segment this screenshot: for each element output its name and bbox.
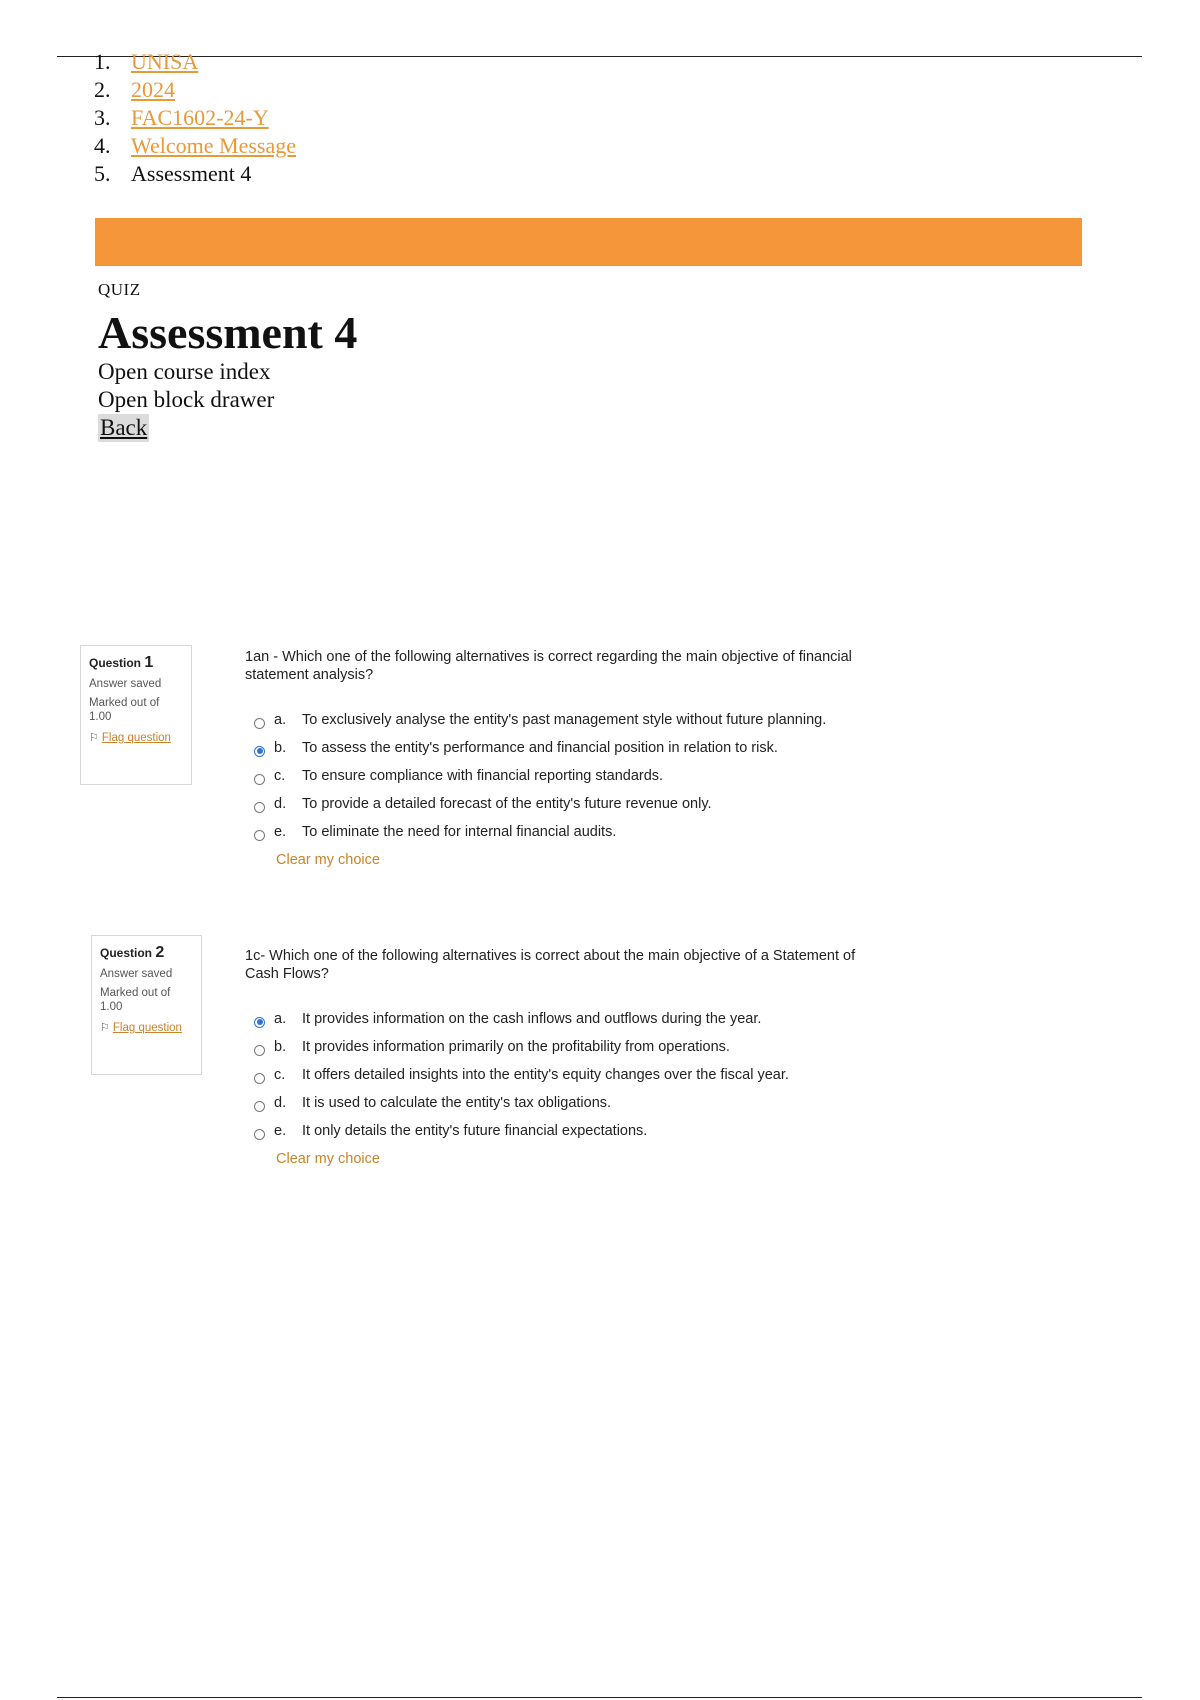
question-number: 1 bbox=[144, 654, 154, 671]
question-label: Question bbox=[100, 946, 153, 960]
radio-button-selected[interactable] bbox=[254, 746, 265, 757]
breadcrumb-link-year[interactable]: 2024 bbox=[131, 77, 175, 102]
radio-button[interactable] bbox=[254, 830, 265, 841]
question-content bbox=[245, 947, 885, 1167]
radio-button[interactable] bbox=[254, 1129, 265, 1140]
radio-button[interactable] bbox=[254, 718, 265, 729]
breadcrumb bbox=[94, 48, 296, 188]
answer-text: It offers detailed insights into the entity's equity changes over the fiscal year. bbox=[302, 1067, 789, 1083]
question-content bbox=[245, 648, 885, 868]
question-heading bbox=[89, 654, 183, 672]
answer-text: It provides information on the cash inflows and outflows during the year. bbox=[302, 1011, 762, 1027]
flag-question-button[interactable] bbox=[100, 1022, 193, 1035]
answer-option-d[interactable] bbox=[245, 1089, 885, 1117]
answer-option-d[interactable] bbox=[245, 790, 885, 818]
answer-text: It provides information primarily on the profitability from operations. bbox=[302, 1039, 730, 1055]
breadcrumb-current: Assessment 4 bbox=[131, 161, 252, 186]
breadcrumb-number: 5. bbox=[94, 161, 111, 186]
flag-question-label: Flag question bbox=[101, 732, 171, 744]
answer-letter: b. bbox=[274, 740, 287, 756]
breadcrumb-link-welcome[interactable]: Welcome Message bbox=[131, 133, 296, 158]
answer-options bbox=[245, 1005, 885, 1145]
answer-letter: c. bbox=[274, 1067, 286, 1083]
flag-icon: ⚐ bbox=[89, 732, 99, 744]
open-course-index-button[interactable]: Open course index bbox=[98, 359, 271, 384]
breadcrumb-item bbox=[94, 48, 296, 76]
breadcrumb-item bbox=[94, 160, 296, 188]
breadcrumb-item bbox=[94, 132, 296, 160]
question-grade: Marked out of 1.00 bbox=[89, 697, 160, 723]
radio-button[interactable] bbox=[254, 1101, 265, 1112]
radio-button[interactable] bbox=[254, 1073, 265, 1084]
breadcrumb-number: 3. bbox=[94, 105, 111, 130]
answer-letter: b. bbox=[274, 1039, 287, 1055]
answer-letter: a. bbox=[274, 712, 287, 728]
drawer-controls bbox=[98, 358, 274, 442]
answer-text: To ensure compliance with financial reporting standards. bbox=[302, 768, 664, 784]
answer-text: It only details the entity's future financial expectations. bbox=[302, 1123, 648, 1139]
answer-option-b[interactable] bbox=[245, 734, 885, 762]
answer-letter: d. bbox=[274, 1095, 287, 1111]
header-banner bbox=[95, 218, 1082, 266]
bottom-divider bbox=[57, 1697, 1142, 1698]
question-label: Question bbox=[89, 656, 142, 670]
activity-type-label: QUIZ bbox=[98, 280, 141, 299]
answer-option-c[interactable] bbox=[245, 1061, 885, 1089]
answer-text: To eliminate the need for internal financial audits. bbox=[302, 824, 617, 840]
question-info-panel bbox=[91, 935, 202, 1075]
answer-letter: e. bbox=[274, 1123, 287, 1139]
radio-button[interactable] bbox=[254, 1045, 265, 1056]
answer-letter: d. bbox=[274, 796, 287, 812]
flag-icon: ⚐ bbox=[100, 1022, 110, 1034]
question-text: 1c- Which one of the following alternatives is correct about the main objective of a Statement of Cash Flows? bbox=[245, 948, 856, 982]
answer-option-c[interactable] bbox=[245, 762, 885, 790]
breadcrumb-number: 2. bbox=[94, 77, 111, 102]
question-state: Answer saved bbox=[100, 968, 173, 980]
question-heading bbox=[100, 944, 193, 962]
radio-button-selected[interactable] bbox=[254, 1017, 265, 1028]
answer-letter: c. bbox=[274, 768, 286, 784]
breadcrumb-item bbox=[94, 76, 296, 104]
answer-option-e[interactable] bbox=[245, 1117, 885, 1145]
answer-option-e[interactable] bbox=[245, 818, 885, 846]
breadcrumb-number: 1. bbox=[94, 49, 111, 74]
answer-option-a[interactable] bbox=[245, 1005, 885, 1033]
answer-letter: a. bbox=[274, 1011, 287, 1027]
answer-text: To provide a detailed forecast of the entity's future revenue only. bbox=[302, 796, 712, 812]
clear-choice-link[interactable]: Clear my choice bbox=[276, 1151, 380, 1167]
answer-option-a[interactable] bbox=[245, 706, 885, 734]
breadcrumb-number: 4. bbox=[94, 133, 111, 158]
breadcrumb-link-unisa[interactable]: UNISA bbox=[131, 49, 199, 74]
question-text: 1an - Which one of the following alternatives is correct regarding the main objective of financial statement analysis? bbox=[245, 649, 852, 683]
flag-question-label: Flag question bbox=[112, 1022, 182, 1034]
question-info-panel bbox=[80, 645, 192, 785]
radio-button[interactable] bbox=[254, 774, 265, 785]
answer-option-b[interactable] bbox=[245, 1033, 885, 1061]
breadcrumb-link-course[interactable]: FAC1602-24-Y bbox=[131, 105, 269, 130]
open-block-drawer-button[interactable]: Open block drawer bbox=[98, 387, 275, 412]
back-button[interactable]: Back bbox=[100, 415, 148, 440]
question-number: 2 bbox=[155, 944, 165, 961]
radio-button[interactable] bbox=[254, 802, 265, 813]
answer-text: To assess the entity's performance and financial position in relation to risk. bbox=[302, 740, 778, 756]
answer-text: It is used to calculate the entity's tax obligations. bbox=[302, 1095, 612, 1111]
question-grade: Marked out of 1.00 bbox=[100, 987, 171, 1013]
answer-text: To exclusively analyse the entity's past management style without future planning. bbox=[302, 712, 827, 728]
breadcrumb-item bbox=[94, 104, 296, 132]
answer-options bbox=[245, 706, 885, 846]
clear-choice-link[interactable]: Clear my choice bbox=[276, 852, 380, 868]
page-title: Assessment 4 bbox=[98, 307, 358, 358]
answer-letter: e. bbox=[274, 824, 287, 840]
flag-question-button[interactable] bbox=[89, 732, 183, 745]
question-state: Answer saved bbox=[89, 678, 162, 690]
